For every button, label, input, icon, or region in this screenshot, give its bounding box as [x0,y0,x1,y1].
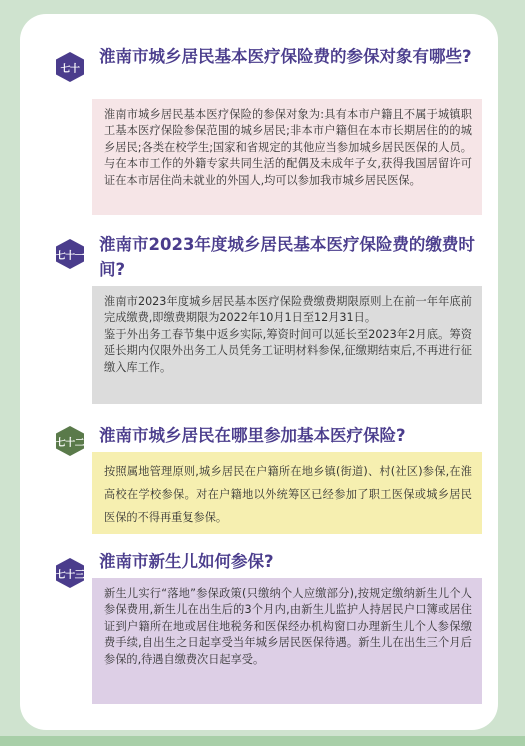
bottom-stripe [0,736,525,746]
question-title: 淮南市城乡居民基本医疗保险费的参保对象有哪些? [99,47,472,66]
question-title: 淮南市2023年度城乡居民基本医疗保险费的缴费时间? [99,235,475,279]
answer-box [92,452,482,534]
item-badge: 七十一 [55,238,85,270]
item-badge: 七十三 [55,557,85,589]
answer-box [92,99,482,215]
answer-text: 淮南市城乡居民基本医疗保险的参保对象为:具有本市户籍且不属于城镇职工基本医疗保险参保范围的城乡居民;非本市户籍但在本市长期居住的的城乡居民;各类在校学生;国家和省规定的其他应当参加城乡居民医保的人员。与在本市工作的外籍专家共同生活的配偶及未成年子女,获得我国居留许可证在本市居住尚未就业的外国人,均可以参加我市城乡居民医保。 [104,108,472,187]
answer-text: 鉴于外出务工春节集中返乡实际,筹资时间可以延长至2023年2月底。筹资延长期内仅限外出务工人员凭务工证明材料参保,征缴期结束后,不再进行征缴入库工作。 [104,327,472,374]
answer-box [92,286,482,404]
question-title: 淮南市新生儿如何参保? [99,552,274,571]
item-badge: 七十二 [55,425,85,457]
item-badge: 七十 [55,51,85,83]
question-title: 淮南市城乡居民在哪里参加基本医疗保险? [99,426,406,445]
answer-text: 淮南市2023年度城乡居民基本医疗保险费缴费期限原则上在前一年年底前完成缴费,即缴费期限为2022年10月1日至12月31日。 [104,295,472,325]
answer-text: 新生儿实行“落地”参保政策(只缴纳个人应缴部分),按规定缴纳新生儿个人参保费用,新生儿在出生后的3个月内,由新生儿监护人持居民户口簿或居住证到户籍所在地或居住地税务和医保经办机构窗口办理新生儿个人参保缴费手续,自出生之日起享受当年城乡居民医保待遇。新生儿在出生三个月后参保的,待遇自缴费次日起享受。 [104,587,472,666]
answer-box [92,578,482,704]
answer-text: 按照属地管理原则,城乡居民在户籍所在地乡镇(街道)、村(社区)参保,在淮高校在学校参保。对在户籍地以外统筹区已经参加了职工医保或城乡居民医保的不得再重复参保。 [104,465,472,524]
